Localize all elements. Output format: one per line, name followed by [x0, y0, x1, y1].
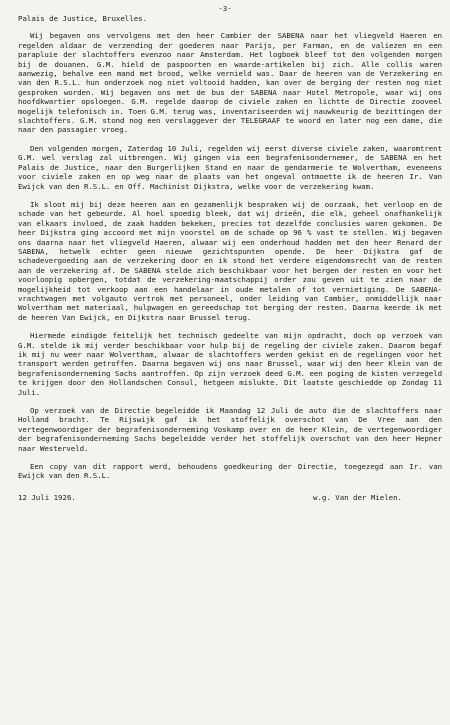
paragraph: Ik sloot mij bij deze heeren aan en gezamenlijk bespraken wij de oorzaak, het verloop en de schade van het gebeurde. Al hoel spoedig bleek, dat wij drieën, die elk, geheel onafhankelijk van elkaars invloed, de zaak hadden bekeken, precies tot dezelfde conclusies waren gekomen. De heer Dijkstra ging accoord met mijn voorstel om de schade op 96 % vast te stellen. Wij begaven ons daarna naar het vliegveld Haeren, alwaar wij een onderhoud hadden met den heer Renard der SABENA, hetwelk echter geen nieuwe gezichtspunten opende. De heer Dijkstra gaf de schadevergoeding aan de verzekering door en ik stond het verdere eigendomsrecht van de resten aan de verzekering af. De SABENA stelde zich beschikbaar voor het bergen der resten en voor het voorloopig opbergen, totdat de verzekering-maatschappij order zou geven uit te zien naar de mogelijkheid tot verkoop aan een handelaar in oude metalen of tot vernietiging. De SABENA-vrachtwagen met volgauto vertrok met personeel, onder leiding van Cambier, onmiddellijk naar Wolvertham met materiaal, hulpwagen en gereedschap tot berging der resten. Daarna keerde ik met de heeren Van Ewijck, en Dijkstra naar Brussel terug. — [18, 199, 442, 322]
signoff — [18, 493, 442, 502]
paragraph: Den volgenden morgen, Zaterdag 10 Juli, regelden wij eerst diverse civiele zaken, waaromtrent G.M. wel verslag zal uitbrengen. Wij gingen via een begrafenisondernemer, de SABENA en het Palais de Justice, naar den Burgerlijken Stand en naar de gendarmerie te Wolvertham, eveneens voor civiele zaken en op weg naar de plaats van het ongeval ontmoette ik de heeren Ir. Van Ewijck van den R.S.L. en Off. Machinist Dijkstra, welke voor de verzekering kwam. — [18, 143, 442, 191]
paragraph: Een copy van dit rapport werd, behoudens goedkeuring der Directie, toegezegd aan Ir. van Ewijck van den R.S.L. — [18, 462, 442, 481]
document-date: 12 Juli 1926. — [18, 492, 76, 502]
document-header: Palais de Justice, Bruxelles. — [18, 14, 148, 23]
signature: w.g. Van der Mielen. — [313, 492, 402, 502]
page-number: -3- — [218, 4, 232, 13]
paragraph: Op verzoek van de Directie begeleidde ik Maandag 12 Juli de auto die de slachtoffers naar Holland bracht. Te Rijswijk gaf ik het stoffelijk overschot van De Vree aan den vertegenwoordiger der begrafenisonderneming Voskamp over en de heer Klein, de vertegenwoordiger der begrafenisonderneming Sachs begeleidde verder het stoffelijk overschot van den heer Hepner naar Westerveld. — [18, 406, 442, 453]
paragraph: Hiermede eindigde feitelijk het technisch gedeelte van mijn opdracht, doch op verzoek van G.M. stelde ik mij verder beschikbaar voor hulp bij de regeling der civiele zaken. Daarom begaf ik mij nu weer naar Wolvertham, alwaar de slachtoffers werden gekist en de regelingen voor het transport werden getroffen. Daarna begaven wij ons naar Brussel, waar wij den heer Klein van de begrafenisonderneming Sachs aantroffen. Op zijn verzoek deed G.M. een poging de kisten verzegeld te krijgen door den Hollandschen Consul, hetgeen mislukte. Dit laatste geschiedde op Zondag 11 Juli. — [18, 331, 442, 397]
paragraph: Wij begaven ons vervolgens met den heer Cambier der SABENA naar het vliegveld Haeren en regelden aldaar de verzending der goederen naar Parijs, per Farman, en de valiezen en een parapluie der slachtoffers evenzoo naar Amsterdam. Het logboek bleef tot den volgenden morgen bij de douanen. G.M. hield de paspoorten en waarde-artikelen bij zich. Alle collis waren aanwezig, behalve een mand met brood, welke vernield was. Daar de heeren van de Verzekering en van den R.S.L. hun onderzoek nog niet voltooid hadden, kan over de berging der resten nog niet gesproken worden. Wij begaven ons met de bus der SABENA naar Hotel Metropole, waar wij ons hoofdkwartier opsloegen. G.M. regelde daarop de civiele zaken en lichtte de Directie zooveel mogelijk telefonisch in. Toen G.M. terug was, inventariseerden wij nauwkeurig de bezittingen der slachtoffers. G.M. stond nog een verslaggever der TELEGRAAF te woord en later nog een dame, die naar den passagier vroeg. — [18, 31, 442, 135]
